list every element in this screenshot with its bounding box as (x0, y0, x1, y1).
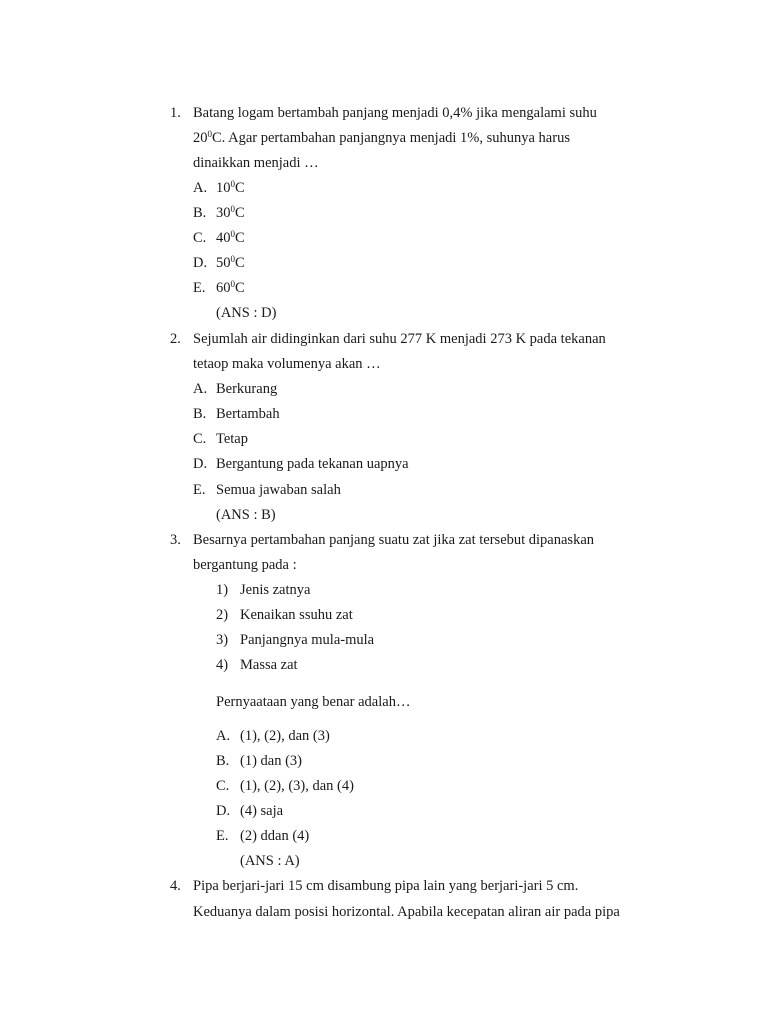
statement-number: 3) (216, 632, 229, 648)
option-text: $10^0C$ (216, 179, 245, 196)
option-letter: A. (193, 381, 208, 397)
option-letter: E. (216, 828, 229, 844)
option-letter: C. (193, 431, 207, 447)
statement-number: 1) (216, 582, 229, 598)
answer-key: (ANS : D) (216, 305, 277, 321)
option-text: (1), (2), dan (3) (240, 728, 330, 744)
statement-number: 2) (216, 607, 229, 623)
option-letter: B. (216, 753, 230, 769)
answer-key: (ANS : A) (240, 853, 300, 869)
question-prompt: Pernyaataan yang benar adalah… (216, 694, 411, 710)
question-text-line: Sejumlah air didinginkan dari suhu 277 K menjadi 273 K pada tekanan (193, 331, 606, 347)
question-text-line: $20^0C$. Agar pertambahan panjangnya menjadi 1%, suhunya harus (193, 129, 570, 146)
question-text-line: Keduanya dalam posisi horizontal. Apabila kecepatan aliran air pada pipa (193, 904, 620, 920)
option-letter: A. (193, 180, 208, 196)
option-text: Bergantung pada tekanan uapnya (216, 456, 409, 472)
option-text: (2) ddan (4) (240, 828, 310, 844)
question-text-line: Batang logam bertambah panjang menjadi 0,4% jika mengalami suhu (193, 105, 597, 121)
option-text: Bertambah (216, 406, 280, 422)
option-letter: E. (193, 482, 206, 498)
question-text-line: tetaop maka volumenya akan … (193, 356, 381, 372)
option-letter: E. (193, 280, 206, 296)
answer-key: (ANS : B) (216, 507, 276, 523)
option-letter: C. (216, 778, 230, 794)
statement-text: Massa zat (240, 657, 298, 673)
option-text: $30^0C$ (216, 204, 245, 221)
statement-text: Panjangnya mula-mula (240, 632, 375, 648)
option-text: $60^0C$ (216, 279, 245, 296)
question-number: 2. (170, 331, 181, 347)
option-letter: C. (193, 230, 207, 246)
option-text: $40^0C$ (216, 229, 245, 246)
option-letter: A. (216, 728, 231, 744)
question-text-line: Pipa berjari-jari 15 cm disambung pipa lain yang berjari-jari 5 cm. (193, 878, 579, 894)
question-number: 3. (170, 532, 181, 548)
option-text: (1), (2), (3), dan (4) (240, 778, 354, 794)
option-letter: D. (193, 255, 208, 271)
statement-text: Jenis zatnya (240, 582, 311, 598)
statement-text: Kenaikan ssuhu zat (240, 607, 353, 623)
option-text: $50^0C$ (216, 254, 245, 271)
option-text: (1) dan (3) (240, 753, 303, 769)
option-text: (4) saja (240, 803, 284, 819)
option-letter: D. (193, 456, 208, 472)
question-text-line: dinaikkan menjadi … (193, 155, 319, 171)
option-text: Semua jawaban salah (216, 482, 341, 498)
question-text-line: Besarnya pertambahan panjang suatu zat jika zat tersebut dipanaskan (193, 532, 595, 548)
question-number: 1. (170, 105, 181, 121)
question-number: 4. (170, 878, 181, 894)
option-letter: B. (193, 406, 207, 422)
option-letter: B. (193, 205, 207, 221)
option-text: Berkurang (216, 381, 278, 397)
option-letter: D. (216, 803, 231, 819)
question-text-line: bergantung pada : (193, 557, 297, 573)
statement-number: 4) (216, 657, 229, 673)
option-text: Tetap (216, 431, 248, 447)
